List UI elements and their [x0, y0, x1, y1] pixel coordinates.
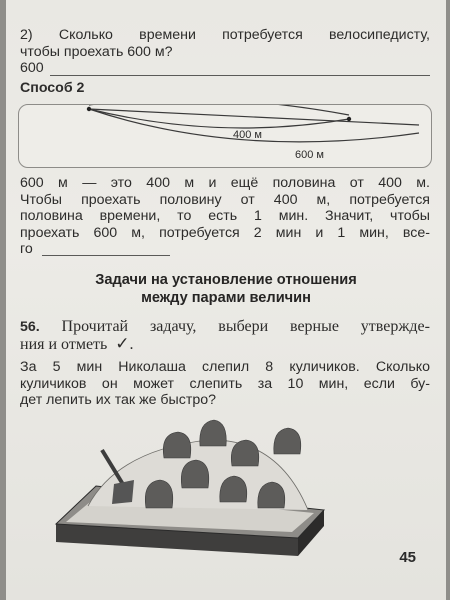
sandbox-illustration — [48, 410, 348, 560]
page-number: 45 — [399, 549, 416, 566]
explanation-line2: Чтобы проехать половину от 400 м, потребуется — [20, 192, 430, 208]
start-point — [87, 107, 91, 111]
answer-line[interactable] — [50, 75, 430, 76]
method-2-heading: Способ 2 — [20, 80, 85, 96]
sand-cake-1 — [163, 432, 191, 458]
method-2-diagram-box — [18, 104, 432, 168]
sand-cake-4 — [274, 428, 301, 454]
task-56-instruction-line2: ния и отметь ✓. — [20, 334, 134, 353]
label-400: 400 м — [233, 129, 262, 141]
sand-cake-2 — [200, 420, 226, 446]
explanation-line1: 600 м — это 400 м и ещё половина от 400 м. — [20, 175, 430, 191]
label-600: 600 м — [295, 149, 324, 161]
explanation-line5: го — [20, 241, 33, 257]
question-2-number: 2) — [20, 27, 33, 43]
arc-upper — [89, 105, 349, 115]
section-title-line2: между парами величин — [141, 290, 311, 306]
task-56-instruction-line1: 56. Прочитай задачу, выбери верные утвержде- — [20, 318, 430, 335]
check-mark-icon: ✓ — [115, 334, 130, 353]
arc-400 — [89, 109, 349, 128]
task-56-problem-line1: За 5 мин Николаша слепил 8 куличиков. Сколько — [20, 359, 430, 375]
section-title-line1: Задачи на установление отношения — [95, 272, 357, 288]
task-56-problem-line2: куличиков он может слепить за 10 мин, если бу- — [20, 376, 430, 392]
explanation-line4: проехать 600 м, потребуется 2 мин и 1 мин, все- — [20, 225, 430, 241]
task-56-problem-line3: дет лепить их так же быстро? — [20, 392, 216, 408]
total-answer-line[interactable] — [42, 255, 170, 256]
route-line — [89, 109, 419, 125]
question-2-line2: чтобы проехать 600 м? — [20, 44, 173, 60]
distance-diagram — [19, 105, 431, 167]
point-400 — [347, 117, 351, 121]
explanation-line3: половина времени, то есть 1 мин. Значит, чтобы — [20, 208, 430, 224]
answer-prefix: 600 — [20, 60, 44, 76]
question-2-line1: 2) Сколько времени потребуется велосипедисту, — [20, 27, 430, 43]
workbook-page — [6, 0, 446, 600]
task-number: 56. — [20, 319, 40, 335]
